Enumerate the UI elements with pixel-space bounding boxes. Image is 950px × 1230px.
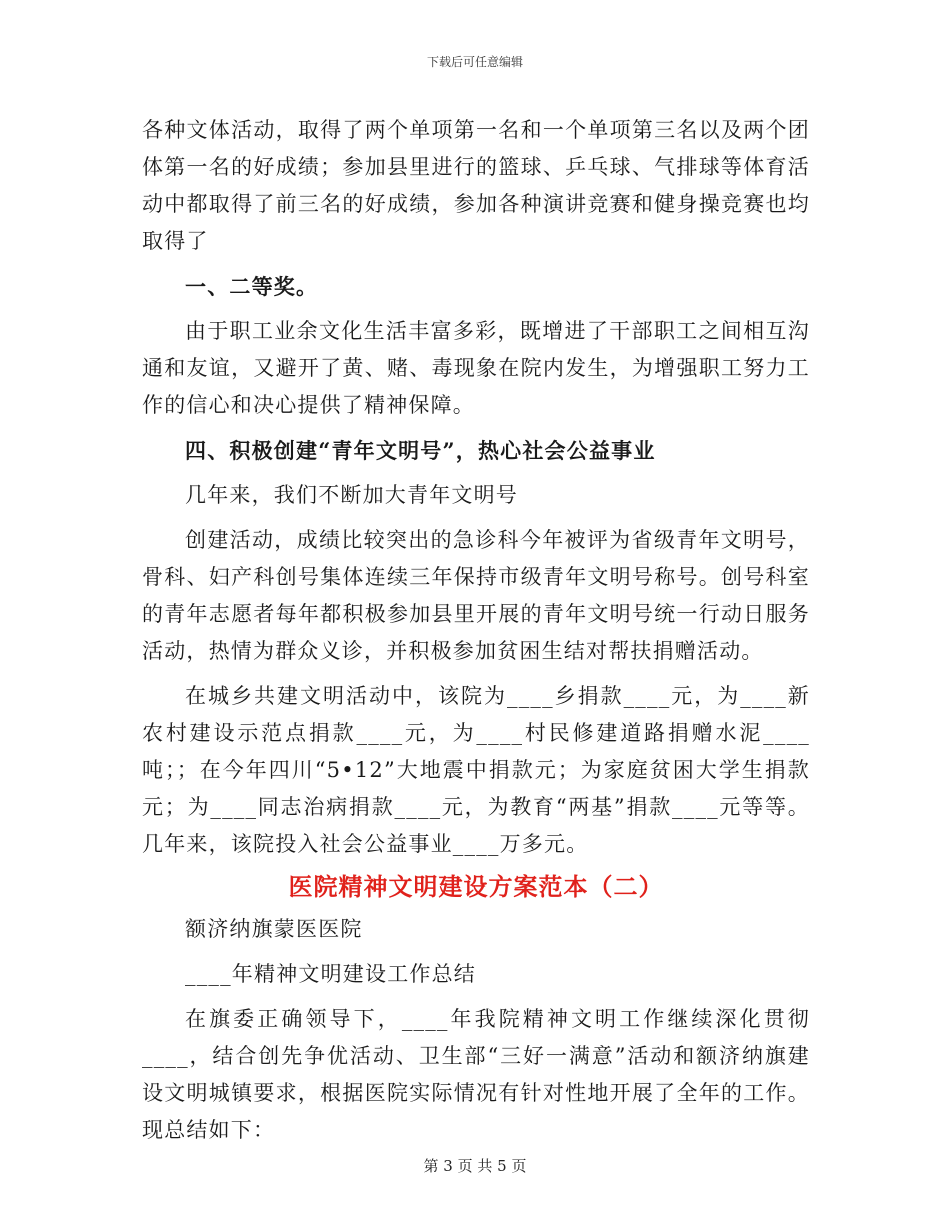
page-header: 下载后可任意编辑 (426, 55, 523, 69)
paragraph-donations: 在城乡共建文明活动中，该院为____乡捐款____元，为____新农村建设示范点捐款____元，为____村民修建道路捐赠水泥____吨；；在今年四川“5•12”大地震中捐款元；为家庭贫困大学生捐款元；为____同志治病捐款____元，为教育“两基”捐款____元等等。几年来，该院投入社会公益事业____万多元。 (142, 684, 810, 856)
paragraph-hospital-name: 额济纳旗蒙医医院 (185, 917, 363, 941)
paragraph-youth-intro: 几年来，我们不断加大青年文明号 (185, 483, 518, 507)
document-body (142, 112, 810, 1149)
paragraph-activities: 各种文体活动，取得了两个单项第一名和一个单项第三名以及两个团体第一名的好成绩；参加县里进行的篮球、乒乓球、气排球等体育活动中都取得了前三名的好成绩，参加各种演讲竞赛和健身操竞赛也均取得了 (142, 118, 810, 253)
heading-awards: 一、二等奖。 (185, 274, 319, 299)
heading-section-four: 四、积极创建“青年文明号”，热心社会公益事业 (185, 438, 656, 463)
paragraph-summary-title: ____年精神文明建设工作总结 (185, 962, 476, 986)
section-title: 医院精神文明建设方案范本（二） (288, 872, 664, 901)
page-footer: 第 3 页 共 5 页 (423, 1157, 527, 1175)
paragraph-summary-body: 在旗委正确领导下，____年我院精神文明工作继续深化贯彻____，结合创先争优活动、卫生部“三好一满意”活动和额济纳旗建设文明城镇要求，根据医院实际情况有针对性地开展了全年的工作。现总结如下： (142, 1007, 810, 1142)
paragraph-culture: 由于职工业余文化生活丰富多彩，既增进了干部职工之间相互沟通和友谊，又避开了黄、赌、毒现象在院内发生，为增强职工努力工作的信心和决心提供了精神保障。 (142, 319, 810, 417)
paragraph-youth-details: 创建活动，成绩比较突出的急诊科今年被评为省级青年文明号，骨科、妇产科创号集体连续三年保持市级青年文明号称号。创号科室的青年志愿者每年都积极参加县里开展的青年文明号统一行动日服务活动，热情为群众义诊，并积极参加贫困生结对帮扶捐赠活动。 (142, 528, 810, 663)
